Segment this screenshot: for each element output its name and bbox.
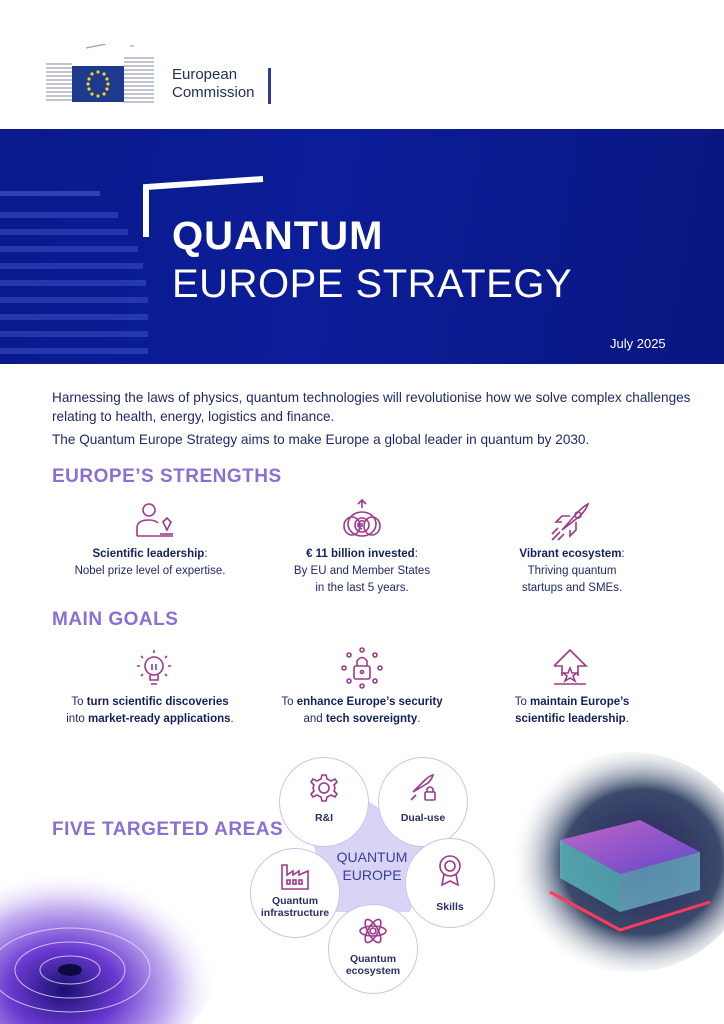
factory-icon xyxy=(279,861,311,891)
goal-text: . xyxy=(625,713,629,725)
scientist-icon xyxy=(133,500,177,544)
area-label xyxy=(251,895,339,919)
goal-bold-text: turn scientific discoveries xyxy=(86,696,229,708)
award-icon xyxy=(434,853,466,887)
quantum-chip-image xyxy=(510,752,724,972)
center-label-line1: QUANTUM xyxy=(336,849,408,865)
area-quantum-ecosystem xyxy=(328,904,418,994)
goal-security-sovereignty xyxy=(262,694,462,728)
area-label: Dual-use xyxy=(400,812,446,824)
intro-paragraph-2: The Quantum Europe Strategy aims to make Europe a global leader in quantum by 2030. xyxy=(52,432,590,447)
goal-bold-text: market-ready applications xyxy=(88,713,231,725)
organization-name xyxy=(172,66,255,102)
strength-heading: Vibrant ecosystem xyxy=(519,548,622,560)
goal-text: To xyxy=(281,696,297,708)
goal-text: To xyxy=(71,696,87,708)
area-rni xyxy=(279,757,369,847)
strength-text: Thriving quantum xyxy=(527,565,617,577)
strength-heading: € 11 billion invested xyxy=(306,548,415,560)
area-label-line1: Quantum xyxy=(271,895,319,907)
goal-text: . xyxy=(230,713,234,725)
atom-icon xyxy=(357,915,389,947)
goal-bold-text: maintain Europe’s xyxy=(530,696,630,708)
area-label-text: Quantum ecosystem xyxy=(345,953,401,977)
goal-bold-text: tech sovereignty xyxy=(325,713,418,725)
lightbulb-icon xyxy=(132,646,176,690)
euro-money-bag-icon xyxy=(340,498,384,542)
goal-bold-text: scientific leadership xyxy=(515,713,626,725)
area-label xyxy=(329,953,417,977)
quantum-europe-center-label xyxy=(322,848,422,884)
hero-title-line2: EUROPE STRATEGY xyxy=(172,262,573,306)
goal-text: To xyxy=(514,696,531,708)
area-label: Skills xyxy=(436,901,464,913)
strength-investment: € 11 billion invested: By EU and Member States in the last 5 years. xyxy=(293,548,431,594)
strengths-title: EUROPE’S STRENGTHS xyxy=(52,466,282,487)
areas-title: FIVE TARGETED AREAS xyxy=(52,819,284,840)
goal-market-applications xyxy=(50,694,250,728)
rocket-lock-icon xyxy=(407,772,439,804)
intro-paragraph-1: Harnessing the laws of physics, quantum technologies will revolutionise how we solve complex challenges relating to health, energy, logistics and finance. xyxy=(52,390,691,424)
organization-name-line1: European xyxy=(172,66,238,83)
goal-text: and xyxy=(303,713,326,725)
star-arrow-icon xyxy=(548,646,592,690)
goal-text: . xyxy=(417,713,421,725)
strength-text: By EU and Member States xyxy=(293,565,431,577)
goal-bold-text: enhance Europe’s security xyxy=(296,696,443,708)
logo-divider xyxy=(268,68,271,104)
strength-text: Nobel prize level of expertise. xyxy=(74,565,226,577)
center-label-line2: EUROPE xyxy=(342,867,402,883)
goal-scientific-leadership xyxy=(472,694,672,728)
goals-title: MAIN GOALS xyxy=(52,609,179,630)
quantum-swirl-image xyxy=(0,840,230,1024)
strength-heading: Scientific leadership xyxy=(92,548,205,560)
organization-name-line2: Commission xyxy=(172,84,255,101)
area-label: R&I xyxy=(314,812,334,824)
area-dual-use xyxy=(378,757,468,847)
strength-scientific-leadership: Scientific leadership: Nobel prize level of expertise. xyxy=(74,548,226,577)
hero-title-line1: QUANTUM xyxy=(172,214,384,258)
publication-date: July 2025 xyxy=(610,336,666,351)
rocket-icon xyxy=(548,500,592,544)
goal-text: into xyxy=(66,713,88,725)
strength-vibrant-ecosystem: Vibrant ecosystem: Thriving quantum startups and SMEs. xyxy=(519,548,625,594)
strength-text: startups and SMEs. xyxy=(521,582,623,594)
gear-icon xyxy=(308,772,340,804)
security-lock-icon xyxy=(340,646,384,690)
strength-text: in the last 5 years. xyxy=(315,582,409,594)
area-label-line2: infrastructure xyxy=(260,907,330,919)
